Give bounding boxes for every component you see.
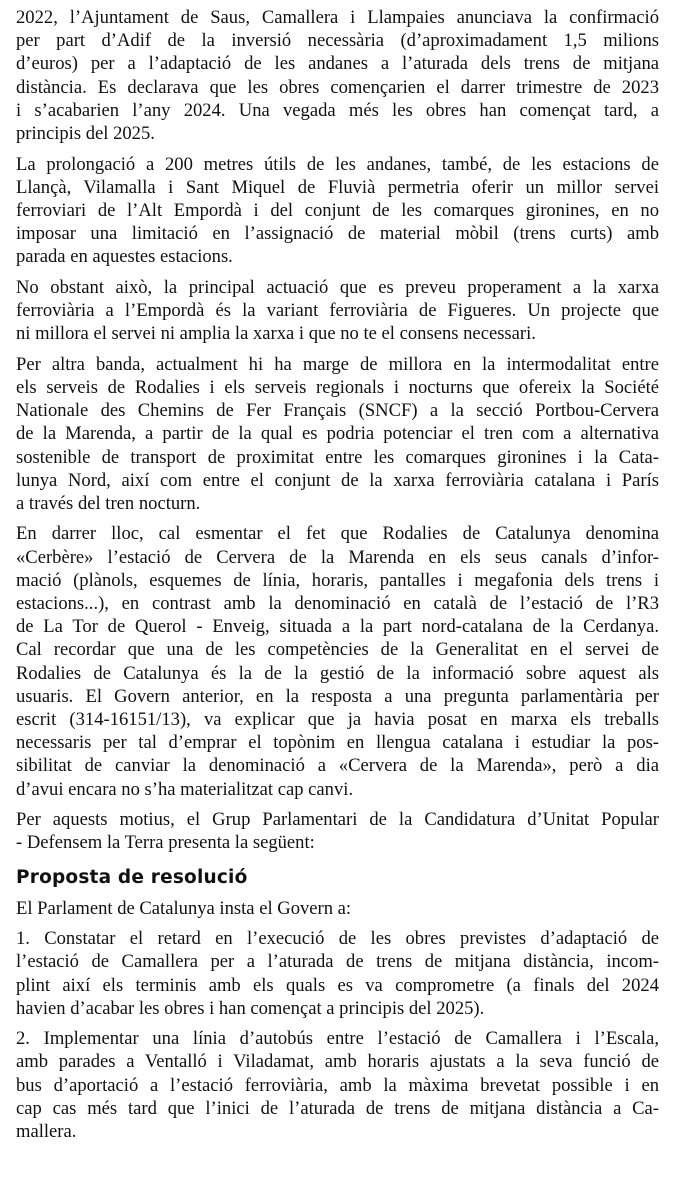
paragraph-figueres-variant bbox=[16, 276, 659, 346]
text-line: 2. Implementar una línia d’autobús entre l’estació de Camallera i l’Escala, bbox=[16, 1028, 659, 1050]
text-line: havien d’acabar les obres i han començat a principis del 2025). bbox=[16, 997, 485, 1019]
text-line: La prolongació a 200 metres útils de les andanes, també, de les estacions de bbox=[16, 153, 659, 175]
text-line: usuaris. El Govern anterior, en la resposta a una pregunta parlamentària per bbox=[16, 685, 659, 707]
text-line: En darrer lloc, cal esmentar el fet que Rodalies de Catalunya denomina bbox=[16, 523, 659, 545]
text-line: imposar una limitació en l’assignació de material mòbil (trens curts) amb bbox=[16, 223, 659, 245]
text-line: mallera. bbox=[16, 1121, 77, 1143]
text-line: lunya Nord, així com entre el conjunt de la xarxa ferroviària catalana i París bbox=[16, 469, 659, 491]
text-line: escrit (314-16151/13), va explicar que ja havia posat en marxa els treballs bbox=[16, 709, 659, 731]
text-line: d’avui encara no s’ha materialitzat cap canvi. bbox=[16, 778, 354, 800]
text-line: No obstant això, la principal actuació que es preveu properament a la xarxa bbox=[16, 276, 659, 298]
text-line: Llançà, Vilamalla i Sant Miquel de Fluvià permetria oferir un millor servei bbox=[16, 176, 659, 198]
text-line: bus d’aportació a l’estació ferroviària, amb la màxima brevetat possible i en bbox=[16, 1074, 659, 1096]
text-line: plint així els terminis amb els quals es va comprometre (a finals del 2024 bbox=[16, 974, 659, 996]
section-heading: Proposta de resolució bbox=[16, 866, 248, 888]
text-line: els serveis de Rodalies i els serveis regionals i nocturns que ofereix la Société bbox=[16, 376, 659, 398]
text-line: per part d’Adif de la inversió necessària (d’aproximadament 1,5 milions bbox=[16, 30, 659, 52]
document-page bbox=[16, 6, 659, 1151]
text-line: a través del tren nocturn. bbox=[16, 492, 201, 514]
text-line: Rodalies de Catalunya és la de la gestió de la informació sobre aquest als bbox=[16, 662, 659, 684]
resolution-item-1 bbox=[16, 927, 659, 1020]
paragraph-sncf-intermodality bbox=[16, 353, 659, 515]
text-line: Cal recordar que una de les competències de la Generalitat en el servei de bbox=[16, 639, 659, 661]
text-line: i s’acabarien l’any 2024. Una vegada més les obres han començat tard, a bbox=[16, 99, 659, 121]
paragraph-platform-extension bbox=[16, 153, 659, 269]
text-line: El Parlament de Catalunya insta el Govern a: bbox=[16, 897, 352, 919]
text-line: de la Marenda, a partir de la qual es podria potenciar el tren com a alternativa bbox=[16, 423, 659, 445]
paragraph-cerbere-naming bbox=[16, 522, 659, 800]
text-line: Per aquests motius, el Grup Parlamentari de la Candidatura d’Unitat Popular bbox=[16, 809, 659, 831]
text-line: «Cerbère» l’estació de Cervera de la Marenda en els seus canals d’infor- bbox=[16, 546, 659, 568]
paragraph-motives bbox=[16, 808, 659, 854]
text-line: ferroviària a l’Empordà és la variant ferroviària de Figueres. Un projecte que bbox=[16, 300, 659, 322]
text-line: ferroviari de l’Alt Empordà i del conjunt de les comarques gironines, en no bbox=[16, 199, 659, 221]
text-line: - Defensem la Terra presenta la següent: bbox=[16, 832, 315, 854]
text-line: necessaris per tal d’emprar el topònim en llengua catalana i estudiar la pos- bbox=[16, 732, 659, 754]
paragraph-resolution-intro bbox=[16, 897, 659, 920]
text-line: l’estació de Camallera per a l’aturada de trens de mitjana distància, incom- bbox=[16, 951, 659, 973]
text-line: mació (plànols, esquemes de línia, horaris, pantalles i megafonia dels trens i bbox=[16, 569, 659, 591]
text-line: distància. Es declarava que les obres començarien el darrer trimestre de 2023 bbox=[16, 76, 659, 98]
resolution-item-2 bbox=[16, 1027, 659, 1143]
text-line: sibilitat de canviar la denominació a «Cervera de la Marenda», però a dia bbox=[16, 755, 659, 777]
text-line: parada en aquestes estacions. bbox=[16, 246, 233, 268]
text-line: Per altra banda, actualment hi ha marge de millora en la intermodalitat entre bbox=[16, 353, 659, 375]
text-line: Nationale des Chemins de Fer Français (SNCF) a la secció Portbou-Cervera bbox=[16, 400, 659, 422]
text-line: sostenible de transport de proximitat entre les comarques gironines i la Cata- bbox=[16, 446, 659, 468]
text-line: amb parades a Ventalló i Viladamat, amb horaris ajustats a la seva funció de bbox=[16, 1051, 659, 1073]
text-line: ni millora el servei ni amplia la xarxa i que no te el consens necessari. bbox=[16, 323, 536, 345]
text-line: de La Tor de Querol - Enveig, situada a la part nord-catalana de la Cerdanya. bbox=[16, 616, 659, 638]
text-line: estacions...), en contrast amb la denominació en català de l’estació de l’R3 bbox=[16, 593, 659, 615]
text-line: cap cas més tard que l’inici de l’aturada de trens de mitjana distància a Ca- bbox=[16, 1097, 659, 1119]
text-line: 1. Constatar el retard en l’execució de les obres previstes d’adaptació de bbox=[16, 928, 659, 950]
paragraph-camallera-investment bbox=[16, 6, 659, 145]
text-line: principis del 2025. bbox=[16, 123, 155, 145]
text-line: d’euros) per a l’adaptació de les andanes a l’aturada dels trens de mitjana bbox=[16, 53, 659, 75]
text-line: 2022, l’Ajuntament de Saus, Camallera i Llampaies anunciava la confirmació bbox=[16, 7, 659, 28]
